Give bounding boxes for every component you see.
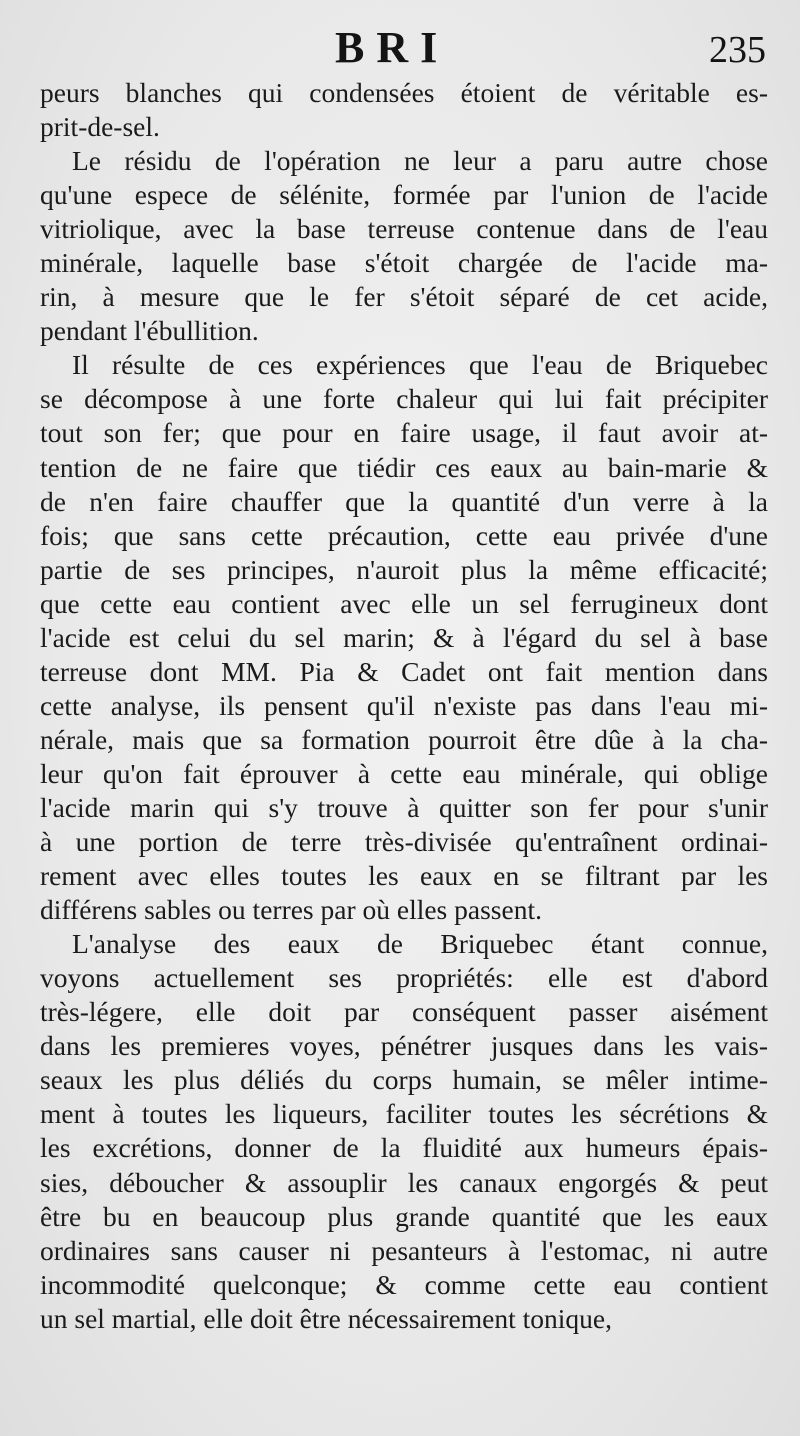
text-line: différens sables ou terres par où elles passent. xyxy=(40,894,542,926)
text-line: seaux les plus déliés du corps humain, se mêler intime- xyxy=(40,1064,768,1096)
text-line: minérale, laquelle base s'étoit chargée de l'acide ma- xyxy=(40,247,768,279)
text-line: partie de ses principes, n'auroit plus la même efficacité; xyxy=(40,553,768,585)
text-line: incommodité quelconque; & comme cette eau contient xyxy=(40,1268,768,1300)
text-line: que cette eau contient avec elle un sel ferrugineux dont xyxy=(40,587,768,619)
text-line: terreuse dont MM. Pia & Cadet ont fait mention dans xyxy=(40,655,768,687)
text-line: dans les premieres voyes, pénétrer jusques dans les vais- xyxy=(40,1030,768,1062)
text-line: se décompose à une forte chaleur qui lui fait précipiter xyxy=(40,383,768,415)
paragraph xyxy=(40,927,768,1336)
text-line: rin, à mesure que le fer s'étoit séparé de cet acide, xyxy=(40,281,768,313)
text-line: L'analyse des eaux de Briquebec étant connue, xyxy=(72,928,768,960)
text-line: être bu en beaucoup plus grande quantité que les eaux xyxy=(40,1200,768,1232)
body-text xyxy=(40,76,768,1336)
text-line: l'acide marin qui s'y trouve à quitter son fer pour s'unir xyxy=(40,791,768,823)
text-line: sies, déboucher & assouplir les canaux engorgés & peut xyxy=(40,1166,768,1198)
text-line: Le résidu de l'opération ne leur a paru autre chose xyxy=(72,145,768,177)
text-line: tout son fer; que pour en faire usage, il faut avoir at- xyxy=(40,417,768,449)
text-line: très-légere, elle doit par conséquent passer aisément xyxy=(40,996,768,1028)
running-head xyxy=(0,22,800,72)
page-number: 235 xyxy=(709,29,766,71)
paragraph xyxy=(40,76,768,144)
text-line: prit-de-sel. xyxy=(40,111,160,143)
text-line: fois; que sans cette précaution, cette eau privée d'une xyxy=(40,519,768,551)
text-line: voyons actuellement ses propriétés: elle est d'abord xyxy=(40,962,768,994)
text-line: nérale, mais que sa formation pourroit être dûe à la cha- xyxy=(40,723,768,755)
paragraph xyxy=(40,144,768,348)
text-line: rement avec elles toutes les eaux en se filtrant par les xyxy=(40,860,768,892)
text-line: tention de ne faire que tiédir ces eaux au bain-marie & xyxy=(40,451,768,483)
text-line: un sel martial, elle doit être nécessairement tonique, xyxy=(40,1302,612,1334)
text-line: qu'une espece de sélénite, formée par l'union de l'acide xyxy=(40,179,768,211)
text-line: l'acide est celui du sel marin; & à l'égard du sel à base xyxy=(40,621,768,653)
text-line: de n'en faire chauffer que la quantité d'un verre à la xyxy=(40,485,768,517)
text-line: les excrétions, donner de la fluidité aux humeurs épais- xyxy=(40,1132,768,1164)
text-line: peurs blanches qui condensées étoient de véritable es- xyxy=(40,77,768,108)
running-title: BRI xyxy=(335,23,450,72)
text-line: ment à toutes les liqueurs, faciliter toutes les sécrétions & xyxy=(40,1098,768,1130)
text-line: pendant l'ébullition. xyxy=(40,315,259,347)
text-line: à une portion de terre très-divisée qu'entraînent ordinai- xyxy=(40,826,768,858)
text-line: cette analyse, ils pensent qu'il n'existe pas dans l'eau mi- xyxy=(40,689,768,721)
paragraph xyxy=(40,348,768,927)
text-line: ordinaires sans causer ni pesanteurs à l'estomac, ni autre xyxy=(40,1234,768,1266)
text-line: vitriolique, avec la base terreuse contenue dans de l'eau xyxy=(40,213,768,245)
text-line: Il résulte de ces expériences que l'eau de Briquebec xyxy=(72,349,768,381)
text-line: leur qu'on fait éprouver à cette eau minérale, qui oblige xyxy=(40,757,768,789)
